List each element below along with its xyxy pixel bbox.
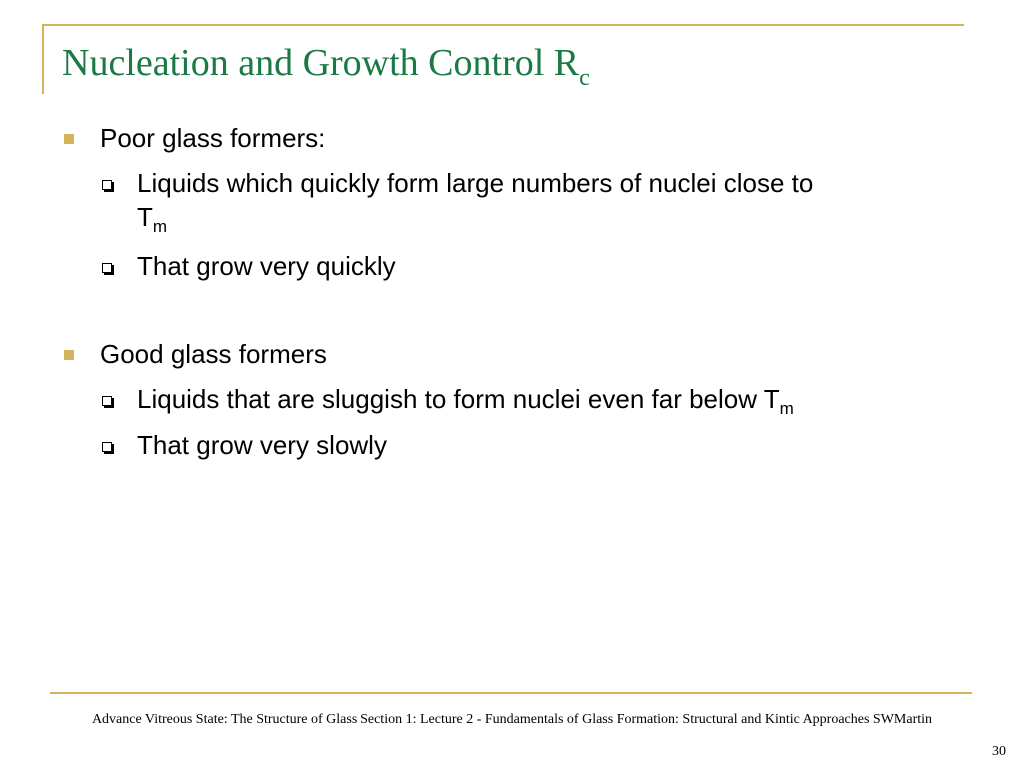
slide-title-text: Nucleation and Growth Control R bbox=[62, 42, 580, 84]
sub-bullet-text: That grow very quickly bbox=[137, 251, 396, 281]
page-number: 30 bbox=[992, 744, 1006, 759]
sub-bullet-text-line2: $T_m$ bbox=[137, 202, 168, 236]
hollow-square-bullet-icon bbox=[102, 180, 112, 190]
bullet-text: Good glass formers bbox=[100, 339, 327, 369]
sub-bullet-text-line1: Liquids which quickly form large numbers of nuclei close to bbox=[137, 168, 814, 198]
footer-text: Advance Vitreous State: The Structure of Glass Section 1: Lecture 2 - Fundamentals of Glass Formation: Structural and Kintic Approaches SWMartin bbox=[91, 712, 933, 727]
footer-rule bbox=[50, 692, 972, 694]
square-bullet-icon bbox=[64, 350, 74, 360]
sub-bullet-text: Liquids that are sluggish to form nuclei even far below $T_m$ bbox=[137, 384, 794, 418]
bullet-text: Poor glass formers: bbox=[100, 123, 326, 153]
sub-bullet-text: That grow very slowly bbox=[137, 430, 387, 460]
square-bullet-icon bbox=[64, 134, 74, 144]
hollow-square-bullet-icon bbox=[102, 396, 112, 406]
hollow-square-bullet-icon bbox=[102, 263, 112, 273]
slide-title-subscript: c bbox=[579, 65, 590, 91]
hollow-square-bullet-icon bbox=[102, 442, 112, 452]
